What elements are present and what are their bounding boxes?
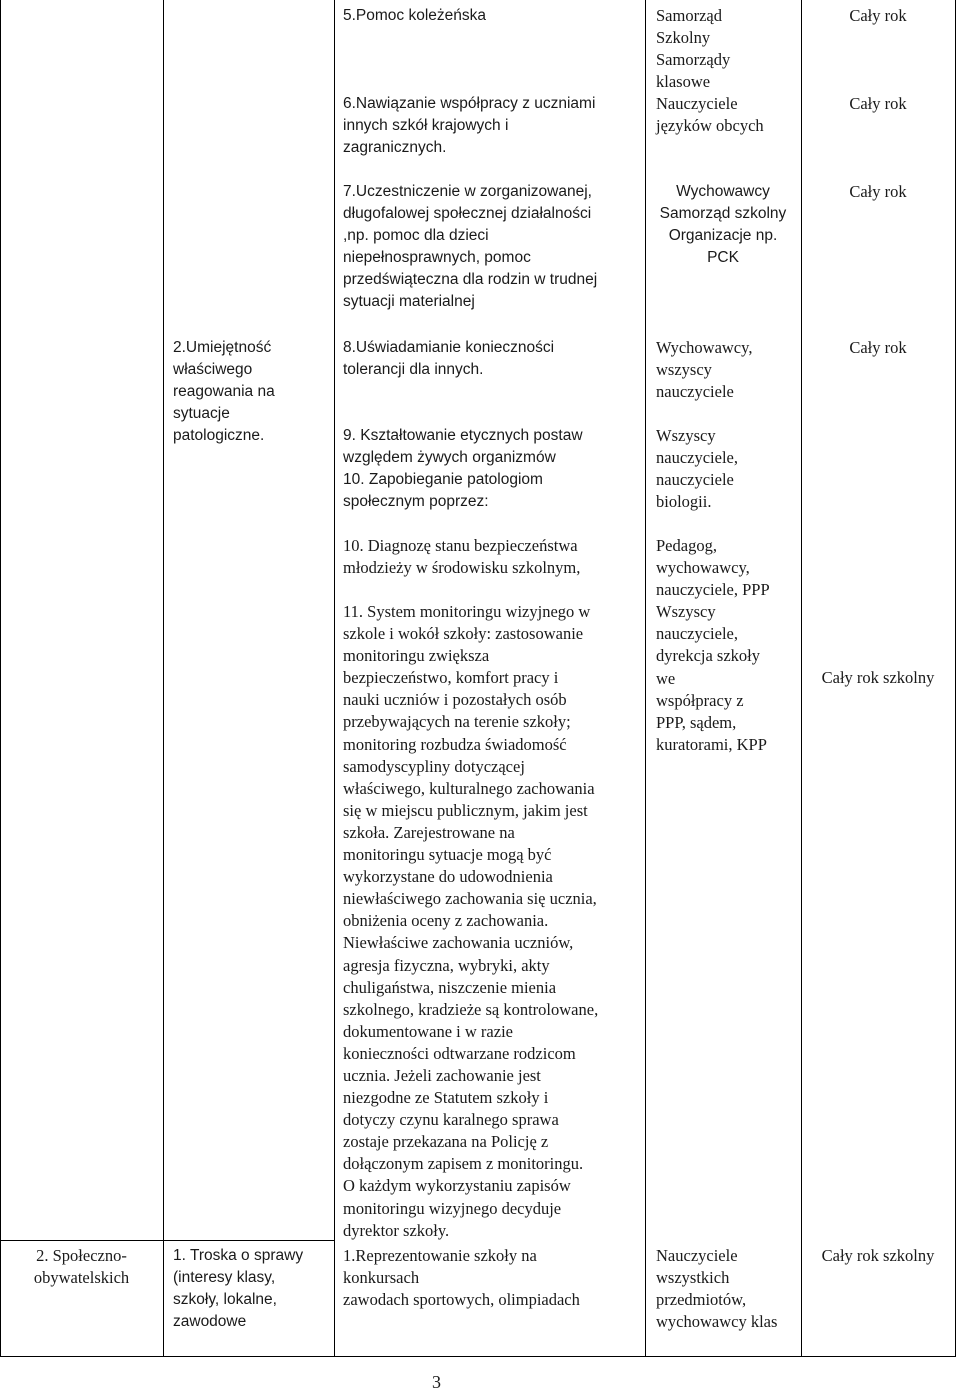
task-9-10: 9. Kształtowanie etycznych postaw względem żywych organizmów 10. Zapobieganie patologiom społecznym poprzez: <box>343 427 583 510</box>
responsible-10-11: Pedagog, wychowawcy, nauczyciele, PPP Wszyscy nauczyciele, dyrekcja szkoły we współpracy z PPP, sądem, kuratorami, KPP <box>656 536 770 754</box>
page-number: 3 <box>432 1372 441 1392</box>
responsible-7: Wychowawcy Samorząd szkolny Organizacje np. PCK <box>659 183 787 266</box>
table-bottom-border <box>0 1356 956 1357</box>
responsible-5: Samorząd Szkolny Samorządy klasowe <box>656 6 731 92</box>
term-represent: Cały rok szkolny <box>821 1246 935 1265</box>
task-5: 5.Pomoc koleżeńska <box>343 7 487 24</box>
task-8: 8.Uświadamianie konieczności tolerancji dla innych. <box>343 339 555 378</box>
responsible-8: Wychowawcy, wszyscy nauczyciele <box>656 338 753 402</box>
term-5: Cały rok <box>849 6 907 25</box>
task-6: 6.Nawiązanie współpracy z uczniami innych szkół krajowych i zagranicznych. <box>343 95 596 156</box>
term-8: Cały rok <box>849 338 907 357</box>
responsible-represent: Nauczyciele wszystkich przedmiotów, wychowawcy klas <box>656 1246 778 1332</box>
term-7: Cały rok <box>849 182 907 201</box>
term-6: Cały rok <box>849 94 907 113</box>
goal-2: 2.Umiejętność właściwego reagowania na sytuacje patologiczne. <box>173 339 275 444</box>
column-divider <box>334 0 335 1356</box>
responsible-9: Wszyscy nauczyciele, nauczyciele biologii. <box>656 426 738 512</box>
task-10-diagnosis: 10. Diagnozę stanu bezpieczeństwa młodzieży w środowisku szkolnym, <box>343 536 581 578</box>
column-divider <box>163 0 164 1356</box>
task-11-monitoring: 11. System monitoringu wizyjnego w szkole i wokół szkoły: zastosowanie monitoringu zwiększa bezpieczeństwo, komfort pracy i nauki uczniów i pozostałych osób przebywających na terenie szkoły; monitoring rozbudza świadomość samodyscypliny dotyczącej właściwego, kulturalnego zachowania się w miejscu publicznym, jakim jest szkoła. Zarejestrowane na monitoringu sytuacje mogą być wykorzystane do udowodnienia niewłaściwego zachowania się ucznia, obniżenia oceny z zachowania. Niewłaściwe zachowania uczniów, agresja fizyczna, wybryki, akty chuligaństwa, niszczenie mienia szkolnego, kradzieże są kontrolowane, dokumentowane i w razie konieczności odtwarzane rodzicom ucznia. Jeżeli zachowanie jest niezgodne ze Statutem szkoły i dotyczy czynu karalnego sprawa zostaje przekazana na Policję z dołączonym zapisem z monitoringu. O każdym wykorzystaniu zapisów monitoringu wizyjnego decyduje dyrektor szkoły. <box>343 602 599 1240</box>
column-divider <box>955 0 956 1356</box>
section-divider <box>163 1240 335 1241</box>
task-represent: 1.Reprezentowanie szkoły na konkursach zawodach sportowych, olimpiadach <box>343 1246 580 1310</box>
responsible-6: Nauczyciele języków obcych <box>656 94 764 136</box>
section-divider <box>0 1240 164 1241</box>
task-7: 7.Uczestniczenie w zorganizowanej, długofalowej społecznej działalności ,np. pomoc dla dzieci niepełnosprawnych, pomoc przedświąteczna dla rodzin w trudnej sytuacji materialnej <box>343 183 598 310</box>
area-social-civic: 2. Społeczno- obywatelskich <box>33 1246 130 1288</box>
term-10-11: Cały rok szkolny <box>821 668 935 687</box>
column-divider <box>0 0 1 1356</box>
goal-care: 1. Troska o sprawy (interesy klasy, szkoły, lokalne, zawodowe <box>173 1247 304 1330</box>
